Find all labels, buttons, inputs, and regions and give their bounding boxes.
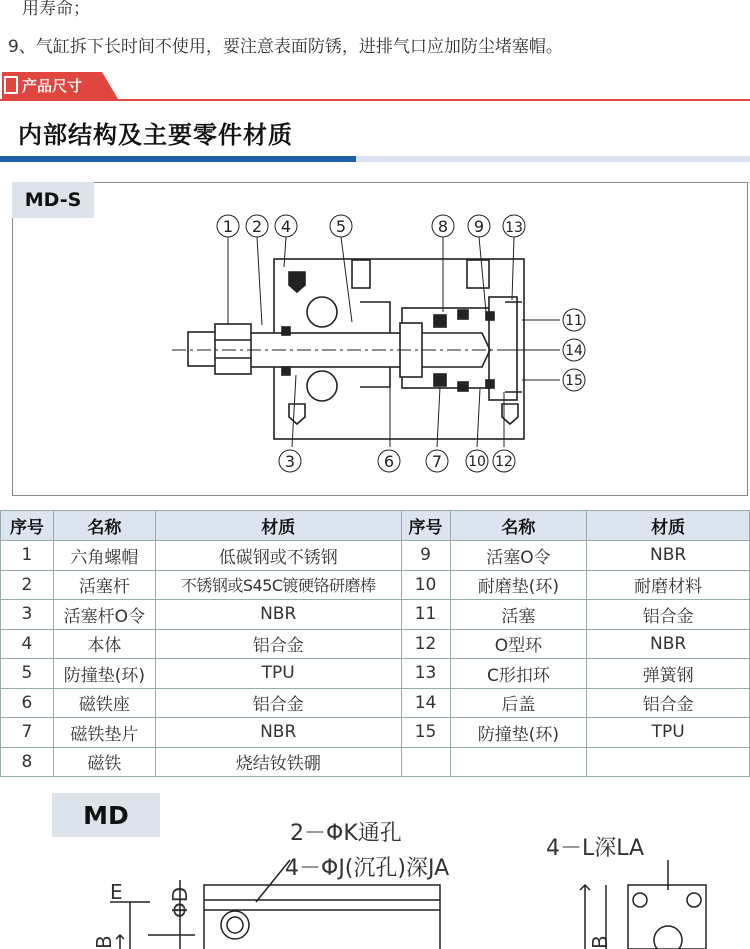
table-cell: 1 (1, 541, 54, 571)
callout-11 (563, 309, 585, 331)
table-cell: 11 (401, 600, 450, 630)
table-cell: NBR (155, 600, 401, 630)
callout-15 (563, 369, 585, 391)
svg-text:13: 13 (505, 220, 523, 236)
svg-text:11: 11 (565, 313, 583, 329)
parts-material-table (0, 510, 750, 777)
table-cell: 六角螺帽 (53, 541, 155, 571)
header-no: 序号 (1, 511, 54, 541)
callout-10 (466, 450, 488, 472)
dim-b-label-left: B (92, 935, 116, 949)
table-cell: 本体 (53, 629, 155, 659)
table-cell: 4 (1, 629, 54, 659)
divider-red (0, 99, 750, 101)
diagram-label: MD-S (12, 182, 94, 218)
svg-text:15: 15 (565, 373, 583, 389)
header-name: 名称 (450, 511, 587, 541)
table-cell: 不锈钢或S45C镀硬铬研磨棒 (155, 570, 401, 600)
callout-5 (330, 215, 352, 237)
svg-text:3: 3 (284, 452, 296, 471)
intro-top-line: 用寿命； (22, 0, 90, 19)
table-row (1, 570, 750, 600)
cylinder-cross-section-diagram (12, 182, 748, 496)
table-header-row (1, 511, 750, 541)
svg-text:9: 9 (473, 217, 485, 236)
svg-text:12: 12 (495, 454, 513, 470)
header-material: 材质 (155, 511, 401, 541)
table-cell: 12 (401, 629, 450, 659)
table-cell: 磁铁垫片 (53, 718, 155, 748)
table-cell: 7 (1, 718, 54, 748)
table-cell: 烧结钕铁硼 (155, 747, 401, 777)
table-cell: TPU (587, 718, 750, 748)
svg-text:6: 6 (383, 452, 395, 471)
table-cell: 10 (401, 570, 450, 600)
table-cell: 后盖 (450, 688, 587, 718)
table-row (1, 718, 750, 748)
md-end-view (628, 885, 706, 949)
table-row (1, 629, 750, 659)
table-cell: 耐磨垫(环) (450, 570, 587, 600)
document-icon (4, 76, 18, 94)
hex-nut (188, 332, 218, 366)
table-row (1, 600, 750, 630)
table-cell: 铝合金 (587, 600, 750, 630)
dim-b-label-right: B (588, 935, 612, 949)
table-cell: 铝合金 (155, 629, 401, 659)
header-name: 名称 (53, 511, 155, 541)
table-cell: 防撞垫(环) (53, 659, 155, 689)
table-cell: 活塞杆 (53, 570, 155, 600)
table-cell: 2 (1, 570, 54, 600)
table-cell: 铝合金 (587, 688, 750, 718)
title-underline-dark (0, 156, 356, 162)
svg-text:2: 2 (251, 217, 263, 236)
note-9: 9、气缸拆下长时间不使用，要注意表面防锈，进排气口应加防尘堵塞帽。 (8, 37, 563, 57)
title-underline-light (356, 156, 750, 162)
dim-d-label: ΦD (168, 886, 192, 918)
table-row (1, 688, 750, 718)
magnet (434, 315, 446, 327)
svg-text:14: 14 (565, 343, 583, 359)
table-cell (450, 747, 587, 777)
table-row (1, 747, 750, 777)
table-cell (401, 747, 450, 777)
callout-3 (279, 450, 301, 472)
table-cell: 磁铁座 (53, 688, 155, 718)
section-title: 内部结构及主要零件材质 (18, 121, 293, 149)
svg-text:1: 1 (222, 217, 234, 236)
table-cell: 铝合金 (155, 688, 401, 718)
callout-12 (493, 450, 515, 472)
table-cell: 低碳钢或不锈钢 (155, 541, 401, 571)
callout-14 (563, 339, 585, 361)
table-cell: 活塞 (450, 600, 587, 630)
table-cell: C形扣环 (450, 659, 587, 689)
svg-text:5: 5 (335, 217, 347, 236)
table-cell: 9 (401, 541, 450, 571)
callout-9 (468, 215, 490, 237)
svg-text:10: 10 (468, 454, 486, 470)
table-cell: 6 (1, 688, 54, 718)
table-cell: 3 (1, 600, 54, 630)
table-cell: 13 (401, 659, 450, 689)
table-cell: 14 (401, 688, 450, 718)
table-row (1, 659, 750, 689)
table-row (1, 541, 750, 571)
dim-j-label: 4－ΦJ(沉孔)深JA (285, 856, 450, 881)
table-cell: 耐磨材料 (587, 570, 750, 600)
table-cell: 活塞O令 (450, 541, 587, 571)
dim-e-label: E (110, 880, 123, 904)
callout-6 (378, 450, 400, 472)
table-cell: 5 (1, 659, 54, 689)
callout-2 (246, 215, 268, 237)
dim-k-label: 2－ΦK通孔 (290, 821, 402, 846)
table-cell: 8 (1, 747, 54, 777)
callout-1 (217, 215, 239, 237)
md-dimension-drawing (0, 840, 750, 949)
table-cell: O型环 (450, 629, 587, 659)
table-cell: 弹簧钢 (587, 659, 750, 689)
table-cell: NBR (587, 541, 750, 571)
table-cell: 活塞杆O令 (53, 600, 155, 630)
header-material: 材质 (587, 511, 750, 541)
header-no: 序号 (401, 511, 450, 541)
callout-13 (503, 215, 525, 237)
table-cell: NBR (155, 718, 401, 748)
dim-l-label: 4－L深LA (546, 836, 645, 861)
callout-8 (432, 215, 454, 237)
table-cell: 15 (401, 718, 450, 748)
table-cell: 防撞垫(环) (450, 718, 587, 748)
md-label: MD (52, 793, 160, 837)
table-cell: 磁铁 (53, 747, 155, 777)
svg-text:8: 8 (437, 217, 449, 236)
svg-text:4: 4 (280, 217, 292, 236)
table-cell: NBR (587, 629, 750, 659)
callout-7 (426, 450, 448, 472)
table-cell (587, 747, 750, 777)
callout-4 (275, 215, 297, 237)
md-body (204, 885, 440, 949)
table-cell: TPU (155, 659, 401, 689)
section-tag-label: 产品尺寸 (22, 77, 83, 95)
svg-text:7: 7 (431, 452, 443, 471)
